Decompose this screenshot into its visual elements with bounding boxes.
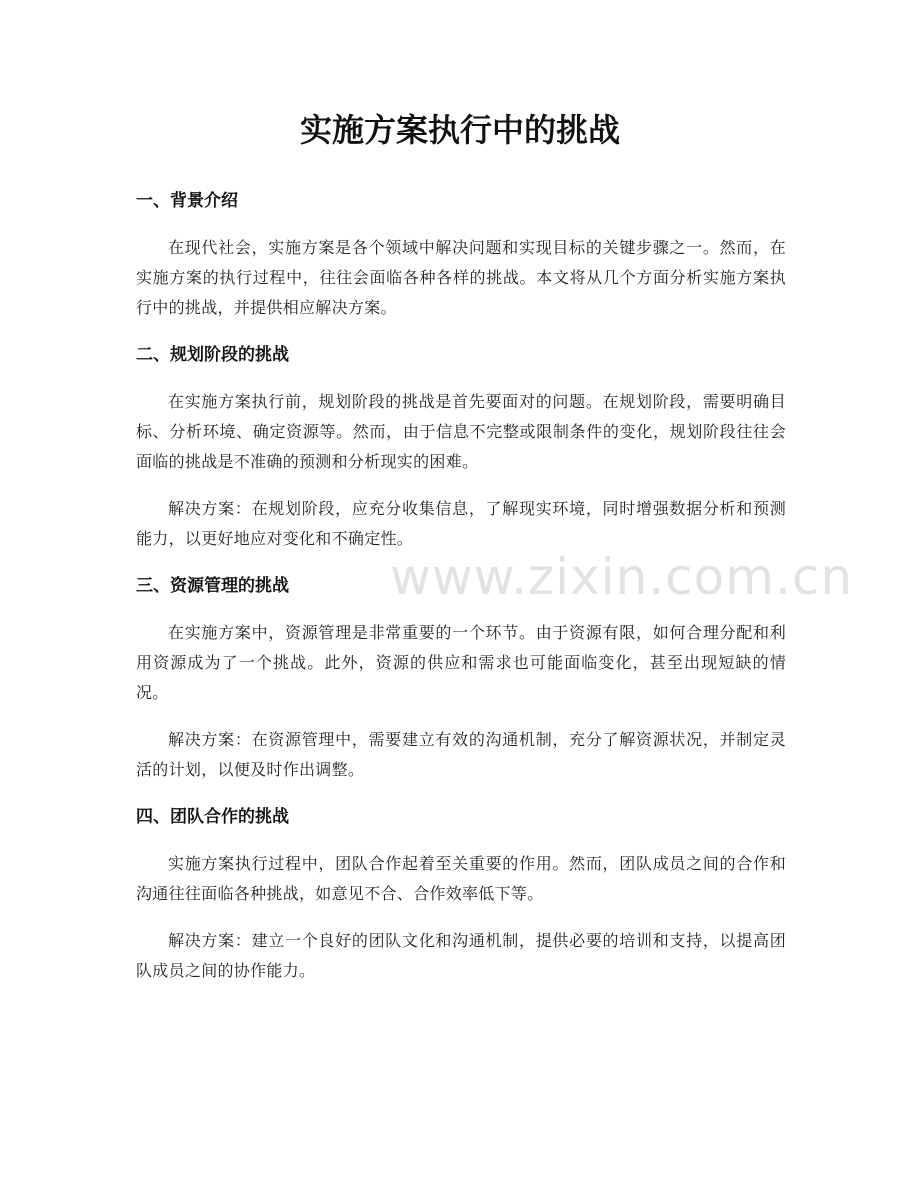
section-resources (136, 571, 786, 785)
watermark: www.zixin.com.cn (390, 548, 854, 606)
section-teamwork (136, 802, 786, 986)
section-heading: 一、背景介绍 (136, 191, 238, 211)
section-background (136, 186, 786, 323)
section-heading: 三、资源管理的挑战 (136, 576, 289, 596)
solution-paragraph: 解决方案：在资源管理中，需要建立有效的沟通机制，充分了解资源状况，并制定灵活的计划，以便及时作出调整。 (136, 730, 786, 779)
paragraph: 实施方案执行过程中，团队合作起着至关重要的作用。然而，团队成员之间的合作和沟通往往面临各种挑战，如意见不合、合作效率低下等。 (136, 854, 786, 903)
section-heading: 四、团队合作的挑战 (136, 807, 289, 827)
paragraph: 在实施方案中，资源管理是非常重要的一个环节。由于资源有限，如何合理分配和利用资源成为了一个挑战。此外，资源的供应和需求也可能面临变化，甚至出现短缺的情况。 (136, 623, 786, 702)
paragraph: 在实施方案执行前，规划阶段的挑战是首先要面对的问题。在规划阶段，需要明确目标、分析环境、确定资源等。然而，由于信息不完整或限制条件的变化，规划阶段往往会面临的挑战是不准确的预测和分析现实的困难。 (136, 392, 786, 471)
document-body (136, 186, 786, 1003)
paragraph: 在现代社会，实施方案是各个领域中解决问题和实现目标的关键步骤之一。然而，在实施方案的执行过程中，往往会面临各种各样的挑战。本文将从几个方面分析实施方案执行中的挑战，并提供相应解决方案。 (136, 238, 786, 317)
section-planning (136, 340, 786, 554)
solution-paragraph: 解决方案：在规划阶段，应充分收集信息，了解现实环境，同时增强数据分析和预测能力，以更好地应对变化和不确定性。 (136, 499, 786, 548)
solution-paragraph: 解决方案：建立一个良好的团队文化和沟通机制，提供必要的培训和支持，以提高团队成员之间的协作能力。 (136, 931, 786, 980)
document-title: 实施方案执行中的挑战 (299, 111, 620, 149)
section-heading: 二、规划阶段的挑战 (136, 345, 289, 365)
